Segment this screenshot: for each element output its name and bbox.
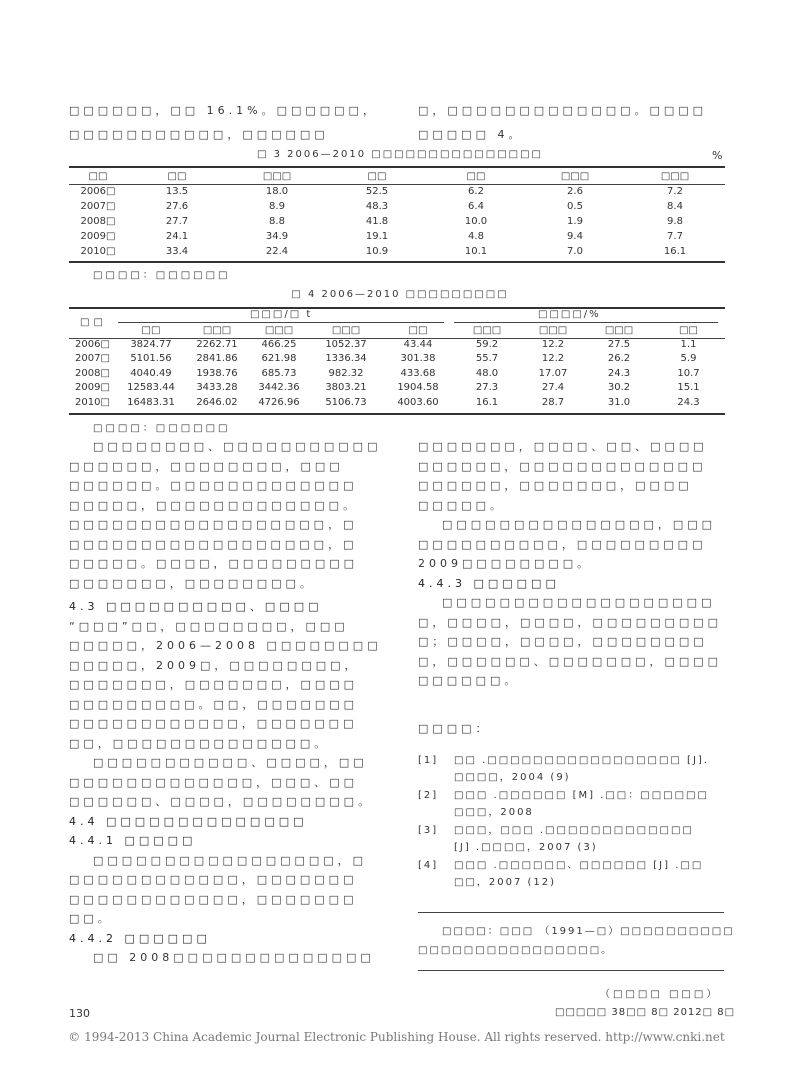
section-heading-4-4-2: 4.4.2 □□□□□□ (69, 931, 211, 945)
top-left-text (69, 103, 378, 143)
table-cell: 2841.86 (196, 353, 238, 365)
text-line: □□□□□□□□□□□□，□□□□□□□ (69, 873, 358, 886)
table-cell: 1904.58 (397, 382, 439, 394)
table-cell: 9.8 (667, 216, 683, 227)
section-heading-4-4-1: 4.4.1 □□□□□ (69, 834, 197, 847)
text-line: □□□□□□□，□□□□□□□，□□□□ (69, 678, 359, 691)
table-cell: 3824.77 (130, 338, 172, 350)
table4-source: □□□□：□□□□□□ (93, 423, 231, 434)
text-line: □□□□，2004 (9) (454, 772, 571, 783)
table-row (69, 352, 725, 367)
text-line: □□□，2008 (454, 807, 534, 818)
table4-caption: □ 4 2006—2010 □□□□□□□□□ (291, 289, 509, 300)
text-line: □□□□□□□□□□□□□□□□□□，□ (69, 537, 358, 551)
table-cell: 16.1 (475, 396, 499, 408)
text-line: □□□□□。 (418, 498, 505, 512)
text-line: □□□□□□□□□□□□□□□，□□□ (442, 518, 717, 531)
table4-header: □□□ (264, 324, 294, 336)
table4-header-row (69, 323, 725, 337)
table-cell: 4040.49 (130, 367, 172, 379)
reference-item (418, 787, 728, 821)
table-cell: 17.07 (538, 367, 568, 379)
table3-header: □□□ (560, 170, 590, 182)
table-cell: 10.1 (464, 246, 488, 257)
table-cell: 7.0 (567, 246, 583, 257)
table-cell: 27.7 (165, 216, 189, 227)
text-line: □□□□□□。□□□□□□□□□□□□□ (69, 479, 358, 492)
table-cell: 48.0 (475, 367, 499, 379)
table4-header: □□□ (331, 324, 361, 336)
table3-header: □□ (167, 170, 187, 182)
table-cell: 7.2 (667, 186, 683, 197)
table-cell: 15.1 (677, 382, 700, 394)
table-cell: 982.32 (328, 367, 364, 379)
table-cell: 24.1 (165, 231, 189, 242)
reference-number: [3] (418, 825, 439, 836)
text-line: □□。 (69, 912, 113, 925)
paragraph (418, 437, 722, 515)
text-line: □□□□□□□□□。□□，□□□□□□□ (69, 697, 359, 711)
row-year-cell: 2007□ (80, 201, 116, 212)
table-cell: 685.73 (261, 367, 297, 379)
table3-header: □□ (88, 170, 108, 182)
table-cell: 13.5 (165, 186, 189, 197)
table4-group-weight: □□□/□ t (250, 309, 313, 320)
table-cell: 2646.02 (196, 396, 238, 408)
table3 (69, 168, 725, 259)
text-line: □；□□□□，□□□□，□□□□□□□□ (418, 635, 708, 648)
table4-corner: □□ (80, 317, 107, 328)
table-cell: 26.2 (607, 353, 631, 365)
text-line: □□□ .□□□□□□ [M] .□□：□□□□□□ (454, 790, 709, 801)
text-line: □□□□□。□□□□，□□□□□□□□□ (69, 557, 359, 570)
author-line: □□□□：□□□ （1991—□）□□□□□□□□□□ (442, 926, 735, 937)
table-row (69, 199, 725, 214)
table3-caption: □ 3 2006—2010 □□□□□□□□□□□□□□□ (257, 149, 543, 160)
table-cell: 3803.21 (325, 382, 367, 394)
table-row (69, 184, 725, 199)
author-note (418, 922, 735, 960)
table-cell: 30.2 (607, 382, 631, 394)
table-cell: 48.3 (365, 201, 389, 212)
table-cell: 1.9 (567, 216, 583, 227)
table-cell: 2.6 (567, 186, 583, 197)
references-list (418, 752, 728, 892)
table-cell: 2262.71 (196, 338, 238, 350)
reference-text (454, 787, 709, 821)
table3-header: □□□ (262, 170, 292, 182)
text-line: 2009□□□□□□□□。 (418, 557, 593, 570)
text-line: □□，2007 (12) (454, 877, 557, 888)
table-cell: 27.5 (607, 338, 631, 350)
table4-header: □□□ (604, 324, 634, 336)
table3-source: □□□□：□□□□□□ (93, 270, 231, 281)
text-line: □□□□□□□□□□□□□□□□□□□ (442, 596, 716, 609)
text-line: □□□□□□，□□ 16.1%。□□□□□□， (69, 104, 378, 117)
table-cell: 433.68 (400, 367, 436, 379)
table-cell: 22.4 (265, 246, 289, 257)
reference-text (454, 752, 709, 786)
paragraph (69, 617, 382, 754)
table4-group-share: □□□□/% (538, 309, 601, 320)
table-cell: 43.44 (403, 338, 433, 350)
table4-header: □□□ (202, 324, 232, 336)
text-line: □□□□□□□□□□□□，□□□□□□□ (69, 717, 358, 730)
journal-info: □□□□□ 38□□ 8□ 2012□ 8□ (555, 1007, 736, 1018)
text-line: [J] .□□□□，2007 (3) (454, 842, 598, 853)
table-cell: 3442.36 (258, 382, 300, 394)
reference-item (418, 822, 728, 856)
author-line: □□□□□□□□□□□□□□□□。 (418, 945, 614, 956)
table-cell: 34.9 (265, 231, 289, 242)
text-line: □，□□□□□□、□□□□□□□，□□□□ (418, 654, 723, 668)
table-cell: 27.3 (475, 382, 499, 394)
editor-note: （□□□□ □□□） (600, 989, 720, 1000)
text-line: □□□□□，□□□□□□□□□□□□□。 (69, 498, 359, 512)
text-line: □□□ .□□□□□□、□□□□□□ [J] .□□ (454, 860, 704, 871)
table4-corner-cell (69, 323, 116, 337)
table-cell: 16.1 (663, 246, 687, 257)
text-line: □□□，□□□ .□□□□□□□□□□□□□ (454, 825, 694, 836)
table-cell: 27.4 (541, 382, 565, 394)
text-line: □□□□□ 4。 (418, 128, 524, 141)
table-cell: 5.9 (680, 353, 697, 365)
table-cell: 8.8 (269, 216, 285, 227)
left-column (69, 437, 382, 968)
table-cell: 4003.60 (397, 396, 439, 408)
table-cell: 4726.96 (258, 396, 300, 408)
table-cell: 24.3 (677, 396, 700, 408)
table-cell: 466.25 (261, 338, 297, 350)
text-line: □□□□□，2009□，□□□□□□□□， (69, 658, 360, 672)
table-cell: 10.9 (365, 246, 389, 257)
row-year-cell: 2006□ (75, 338, 110, 350)
row-year-cell: 2009□ (75, 382, 110, 394)
text-line: □□□□□□□，□□□□□□□□。 (69, 576, 315, 590)
table-cell: 5106.73 (325, 396, 367, 408)
section-heading-4-3: 4.3 □□□□□□□□□□、□□□□ (69, 600, 323, 613)
reference-number: [4] (418, 860, 439, 871)
table-row (69, 366, 725, 381)
text-line: □□□□□□□□□□□□□□□□□□，□ (69, 518, 358, 531)
table3-header: □□ (466, 170, 486, 182)
paragraph (69, 753, 382, 812)
paragraph (418, 515, 722, 574)
page-number: 130 (69, 1007, 90, 1020)
table-cell: 8.4 (667, 201, 683, 212)
table-cell: 12.2 (541, 338, 565, 350)
text-line: □□□□□□□□□□□□□，□□□、□□ (69, 775, 359, 789)
text-line: □□ .□□□□□□□□□□□□□□□□□ [J]. (454, 755, 709, 766)
row-year-cell: 2010□ (80, 246, 116, 257)
section-heading-4-4: 4.4 □□□□□□□□□□□□□□ (69, 814, 308, 828)
table-cell: 9.4 (567, 231, 583, 242)
text-line: □□□□□□□，□□□□、□□、□□□□ (418, 440, 708, 453)
table-cell: 41.8 (365, 216, 389, 227)
paragraph (69, 437, 382, 593)
reference-number: [1] (418, 755, 439, 766)
reference-item (418, 857, 728, 891)
table4-header-rule (69, 338, 725, 339)
table-cell: 0.5 (567, 201, 583, 212)
row-year-cell: 2009□ (80, 231, 116, 242)
table-cell: 301.38 (400, 353, 436, 365)
row-year-cell: 2010□ (75, 396, 110, 408)
text-line: □□□□□□□□□□□□□□□□□，□ (93, 853, 368, 867)
section-heading-4-4-3: 4.4.3 □□□□□□ (418, 576, 560, 590)
text-line: □，□□□□，□□□□，□□□□□□□□□ (418, 615, 723, 629)
table-cell: 24.3 (607, 367, 631, 379)
text-line: □□□□□□□□□□□□，□□□□□□□ (69, 892, 358, 906)
paragraph (69, 851, 382, 929)
table3-header: □□□ (660, 170, 690, 182)
text-line: □□□□□□□□□□□、□□□□，□□ (93, 756, 368, 769)
author-top-rule (418, 912, 724, 913)
text-line: □□，□□□□□□□□□□□□□□。 (69, 736, 330, 750)
reference-text (454, 857, 703, 891)
top-right-text (418, 103, 707, 143)
copyright-footer: © 1994-2013 China Academic Journal Electronic Publishing House. All rights reserved. http://www.cnki.net (68, 1030, 725, 1044)
reference-item (418, 752, 728, 786)
text-line: □□□□□□□□□□，□□□□□□□□□ (418, 537, 707, 551)
text-line: □，□□□□□□□□□□□□□。□□□□ (418, 104, 708, 117)
table-cell: 55.7 (475, 353, 499, 365)
table-cell: 6.2 (468, 186, 484, 197)
table-cell: 18.0 (265, 186, 289, 197)
text-line: □□ 2008□□□□□□□□□□□□□□ (93, 951, 375, 964)
table4-header: □□ (408, 324, 428, 336)
reference-text (454, 822, 694, 856)
table-cell: 8.9 (269, 201, 285, 212)
table-cell: 1938.76 (196, 367, 238, 379)
table-cell: 4.8 (468, 231, 484, 242)
row-year-cell: 2006□ (80, 186, 116, 197)
paragraph (418, 593, 722, 691)
table3-bottom-rule (69, 261, 725, 263)
table-cell: 31.0 (607, 396, 631, 408)
text-line: “□□□”□□，□□□□□□□□，□□□ (69, 619, 349, 633)
reference-number: [2] (418, 790, 439, 801)
text-line: □□□□□，2006—2008 □□□□□□□□ (69, 639, 382, 652)
table-cell: 5101.56 (130, 353, 172, 365)
text-line: □□□□□□，□□□□□□□□，□□□ (69, 459, 344, 473)
table-cell: 1.1 (680, 338, 697, 350)
table-cell: 1052.37 (325, 338, 367, 350)
table-cell: 27.6 (165, 201, 189, 212)
table-cell: 52.5 (365, 186, 389, 197)
table-row (69, 395, 725, 410)
table-cell: 33.4 (165, 246, 189, 257)
text-line: □□□□□□，□□□□□□□，□□□□ (418, 479, 693, 492)
table-cell: 10.0 (464, 216, 488, 227)
text-line: □□□□□□。 (418, 674, 520, 687)
table-row (69, 337, 725, 352)
table-row (69, 229, 725, 244)
text-line: □□□□□□、□□□□，□□□□□□□□。 (69, 795, 374, 808)
author-bottom-rule (418, 970, 724, 971)
table3-header-rule (69, 184, 725, 185)
table4-top-rule (69, 307, 725, 309)
table4-bottom-rule (69, 413, 725, 415)
table-cell: 19.1 (365, 231, 389, 242)
table-cell: 621.98 (261, 353, 297, 365)
text-line: □□□□□□，□□□□□□□□□□□□□ (418, 459, 707, 473)
table-cell: 3433.28 (196, 382, 238, 394)
table-cell: 28.7 (541, 396, 565, 408)
table-row (69, 244, 725, 259)
table-cell: 12583.44 (127, 382, 175, 394)
right-column (418, 437, 722, 691)
table-row (69, 214, 725, 229)
text-line: □□□□□□□□□□□，□□□□□□ (69, 128, 329, 141)
paragraph (69, 948, 382, 968)
table-cell: 6.4 (468, 201, 484, 212)
table3-header-row (69, 168, 725, 184)
table4-header: □□ (679, 324, 698, 336)
row-year-cell: 2007□ (75, 353, 110, 365)
table4-header: □□□ (472, 324, 502, 336)
references-title: □□□□： (418, 722, 491, 735)
table-cell: 59.2 (475, 338, 499, 350)
table3-header: □□ (367, 170, 387, 182)
table4 (69, 323, 725, 410)
table-cell: 7.7 (667, 231, 683, 242)
table-cell: 16483.31 (127, 396, 175, 408)
row-year-cell: 2008□ (75, 367, 110, 379)
table-row (69, 381, 725, 396)
table3-unit: % (712, 149, 723, 162)
table-cell: 12.2 (541, 353, 565, 365)
table4-header: □□ (141, 324, 161, 336)
row-year-cell: 2008□ (80, 216, 116, 227)
table-cell: 1336.34 (325, 353, 367, 365)
text-line: □□□□□□□□、□□□□□□□□□□□ (93, 440, 382, 453)
table-cell: 10.7 (677, 367, 700, 379)
table4-header: □□□ (538, 324, 568, 336)
